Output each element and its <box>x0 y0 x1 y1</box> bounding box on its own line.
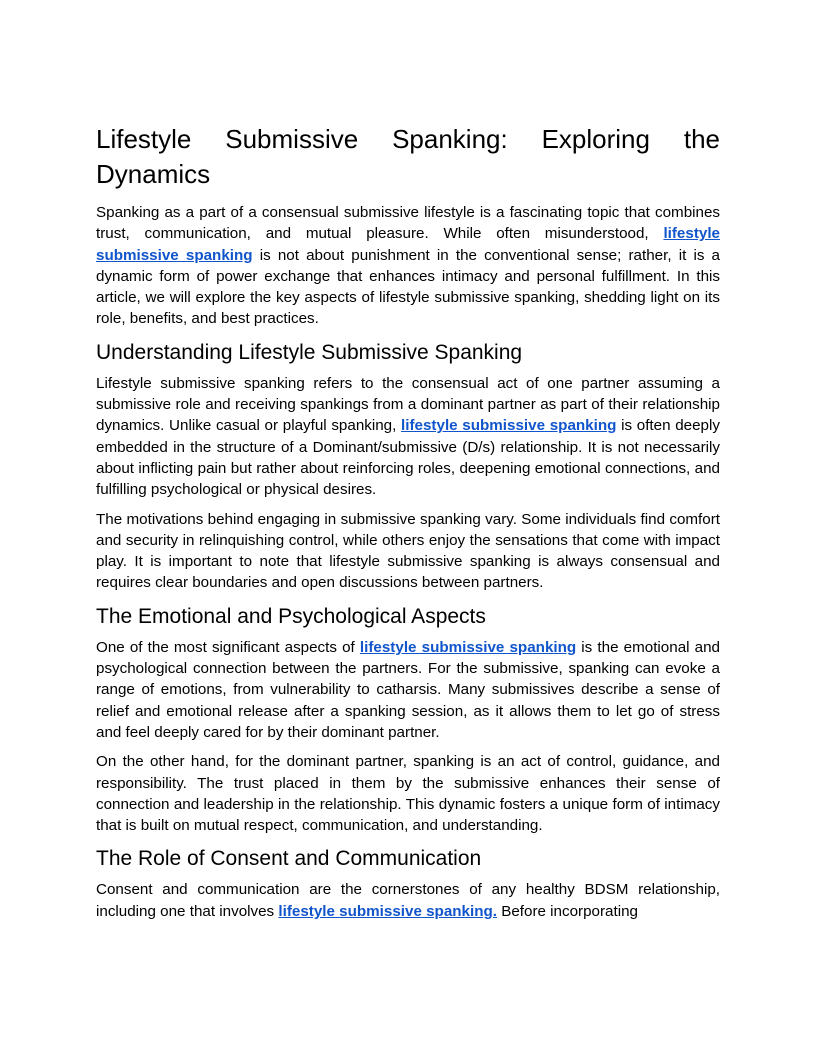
consent-paragraph-1 <box>96 879 720 922</box>
section-heading-emotional: The Emotional and Psychological Aspects <box>96 604 486 628</box>
emotional-text-a: One of the most significant aspects of <box>96 638 360 656</box>
section-heading-understanding: Understanding Lifestyle Submissive Spanking <box>96 340 523 364</box>
emotional-text-b: is the emotional and psychological connection between the partners. For the submissive, spanking can evoke a range of emotions, from vulnerability to catharsis. Many submissives describe a sense of relief and emotional release after a spanking session, as it allows them to let go of stress and feel deeply cared for by their dominant partner. <box>96 638 721 741</box>
article-title: Lifestyle Submissive Spanking: Exploring the Dynamics <box>96 124 720 189</box>
lifestyle-submissive-spanking-link[interactable]: lifestyle submissive spanking <box>96 225 720 264</box>
understanding-text-a: Lifestyle submissive spanking refers to the consensual act of one partner assuming a submissive role and receiving spankings from a dominant partner as part of their relationship dynamics. Unlike casual or playful spanking, <box>96 374 720 435</box>
intro-paragraph <box>96 202 720 330</box>
document-page <box>96 118 720 930</box>
understanding-paragraph-2: The motivations behind engaging in submissive spanking vary. Some individuals find comfort and security in relinquishing control, while others enjoy the sensations that come with impact play. It is important to note that lifestyle submissive spanking is always consensual and requires clear boundaries and open discussions between partners. <box>96 510 720 592</box>
consent-text-b: Before incorporating <box>497 902 638 920</box>
emotional-paragraph-2: On the other hand, for the dominant partner, spanking is an act of control, guidance, and responsibility. The trust placed in them by the submissive enhances their sense of connection and leadership in the relationship. This dynamic fosters a unique form of intimacy that is built on mutual respect, communication, and understanding. <box>96 753 720 835</box>
section-heading-consent: The Role of Consent and Communication <box>96 847 482 871</box>
consent-text-a: Consent and communication are the cornerstones of any healthy BDSM relationship, including one that involves <box>96 881 720 920</box>
intro-text-a: Spanking as a part of a consensual submissive lifestyle is a fascinating topic that combines trust, communication, and mutual pleasure. While often misunderstood, <box>96 204 720 243</box>
lifestyle-submissive-spanking-link[interactable]: lifestyle submissive spanking <box>401 417 617 435</box>
lifestyle-submissive-spanking-link[interactable]: lifestyle submissive spanking. <box>278 902 497 920</box>
understanding-paragraph-1 <box>96 373 720 501</box>
understanding-text-b: is often deeply embedded in the structure of a Dominant/submissive (D/s) relationship. It is not necessarily about inflicting pain but rather about reinforcing roles, deepening emotional connections, and fulfilling psychological or physical desires. <box>96 417 720 499</box>
lifestyle-submissive-spanking-link[interactable]: lifestyle submissive spanking <box>359 638 577 656</box>
intro-text-b: is not about punishment in the conventional sense; rather, it is a dynamic form of power exchange that enhances intimacy and personal fulfillment. In this article, we will explore the key aspects of lifestyle submissive spanking, shedding light on its role, benefits, and best practices. <box>96 246 721 328</box>
emotional-paragraph-1 <box>96 637 720 743</box>
